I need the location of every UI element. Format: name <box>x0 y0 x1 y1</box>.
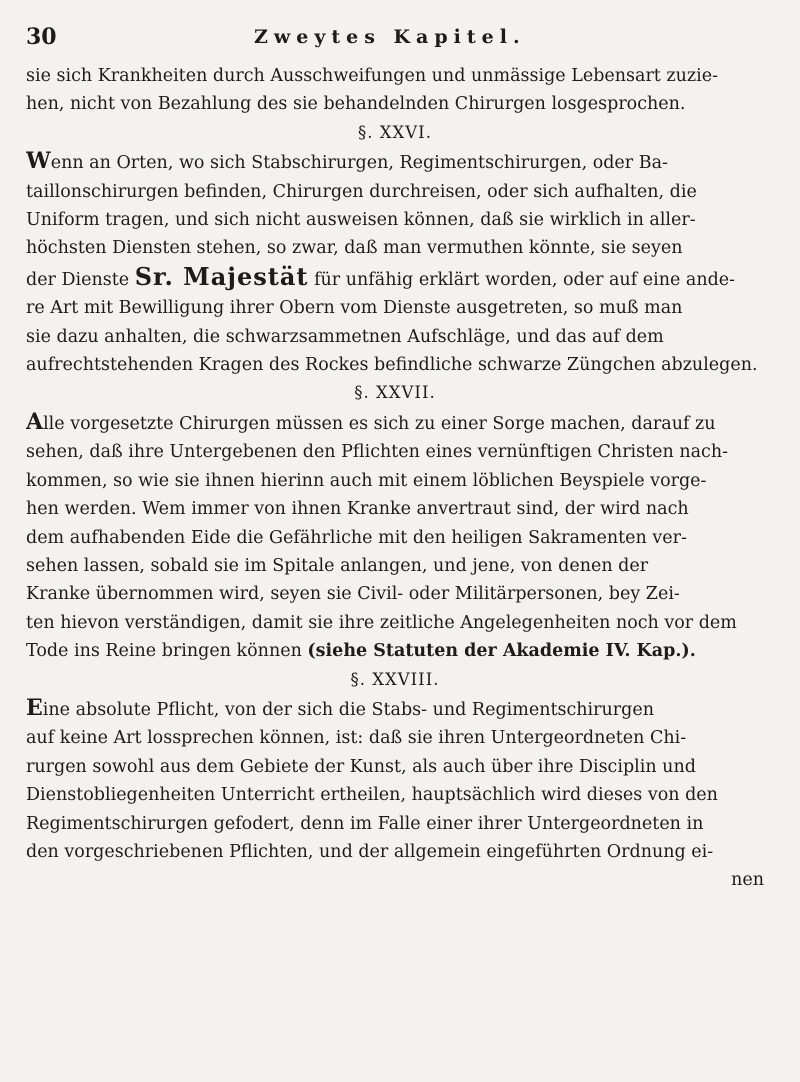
text-line: der Dienste Sr. Majestät für unfähig erklärt worden, oder auf eine ande- <box>26 262 736 291</box>
drop-initial: W <box>26 148 51 175</box>
text-line: aufrechtstehenden Kragen des Rockes befindliche schwarze Züngchen abzulegen. <box>26 355 758 376</box>
text-line: hen werden. Wem immer von ihnen Kranke anvertraut sind, der wird nach <box>26 499 689 520</box>
text-line: Uniform tragen, und sich nicht ausweisen können, daß sie wirklich in aller- <box>26 210 696 231</box>
text-line: höchsten Diensten stehen, so zwar, daß man vermuthen könnte, sie seyen <box>26 238 683 259</box>
section-heading-27: §. XXVII. <box>354 383 436 403</box>
text-line: sie sich Krankheiten durch Ausschweifungen und unmässige Lebensart zuzie- <box>26 66 718 86</box>
section-heading-28: §. XXVIII. <box>350 669 440 689</box>
text-line: sie dazu anhalten, die schwarzsammetnen Aufschläge, und das auf dem <box>26 326 664 347</box>
text-line: Alle vorgesetzte Chirurgen müssen es sich zu einer Sorge machen, darauf zu <box>26 408 716 435</box>
text-line: sehen, daß ihre Untergebenen den Pflichten eines vernünftigen Christen nach- <box>26 442 729 463</box>
body-text <box>26 62 764 895</box>
text-line: Tode ins Reine bringen können (siehe Statuten der Akademie IV. Kap.). <box>26 641 696 662</box>
text-line: rurgen sowohl aus dem Gebiete der Kunst, als auch über ihre Disciplin und <box>26 756 696 777</box>
page-number: 30 <box>26 24 57 50</box>
text-line: hen, nicht von Bezahlung des sie behandelnden Chirurgen losgesprochen. <box>26 94 686 115</box>
catchword: nen <box>731 870 764 891</box>
paragraph-26 <box>26 147 764 379</box>
drop-initial: A <box>26 408 44 435</box>
text-line: sehen lassen, sobald sie im Spitale anlangen, und jene, von denen der <box>26 555 649 576</box>
text-line: Wenn an Orten, wo sich Stabschirurgen, Regimentschirurgen, oder Ba- <box>26 148 668 175</box>
paragraph-28 <box>26 694 764 895</box>
intro-paragraph <box>26 62 764 119</box>
text-line: auf keine Art lossprechen können, ist: daß sie ihren Untergeordneten Chi- <box>26 728 687 749</box>
running-head: Zweytes Kapitel. <box>254 26 526 48</box>
paragraph-27 <box>26 408 764 666</box>
text-line: re Art mit Bewilligung ihrer Obern vom Dienste ausgetreten, so muß man <box>26 298 683 319</box>
text-line: taillonschirurgen befinden, Chirurgen durchreisen, oder sich aufhalten, die <box>26 181 697 202</box>
text-line: kommen, so wie sie ihnen hierinn auch mit einem löblichen Beyspiele vorge- <box>26 470 707 491</box>
statute-reference: (siehe Statuten der Akademie IV. Kap.). <box>307 641 696 662</box>
drop-initial: E <box>26 694 43 721</box>
text-line: Regimentschirurgen gefodert, denn im Falle einer ihrer Untergeordneten in <box>26 813 704 834</box>
text-line: ten hievon verständigen, damit sie ihre zeitliche Angelegenheiten noch vor dem <box>26 612 737 633</box>
page-header <box>26 20 764 62</box>
section-heading-26: §. XXVI. <box>358 122 432 142</box>
text-line: den vorgeschriebenen Pflichten, und der allgemein eingeführten Ordnung ei- <box>26 841 714 862</box>
majesty-emphasis: Sr. Majestät <box>134 262 309 291</box>
text-line: Dienstobliegenheiten Unterricht ertheilen, hauptsächlich wird dieses von den <box>26 785 718 806</box>
text-line: Kranke übernommen wird, seyen sie Civil- oder Militärpersonen, bey Zei- <box>26 584 680 605</box>
text-line: dem aufhabenden Eide die Gefährliche mit den heiligen Sakramenten ver- <box>26 527 687 548</box>
text-line: Eine absolute Pflicht, von der sich die Stabs- und Regimentschirurgen <box>26 694 654 721</box>
